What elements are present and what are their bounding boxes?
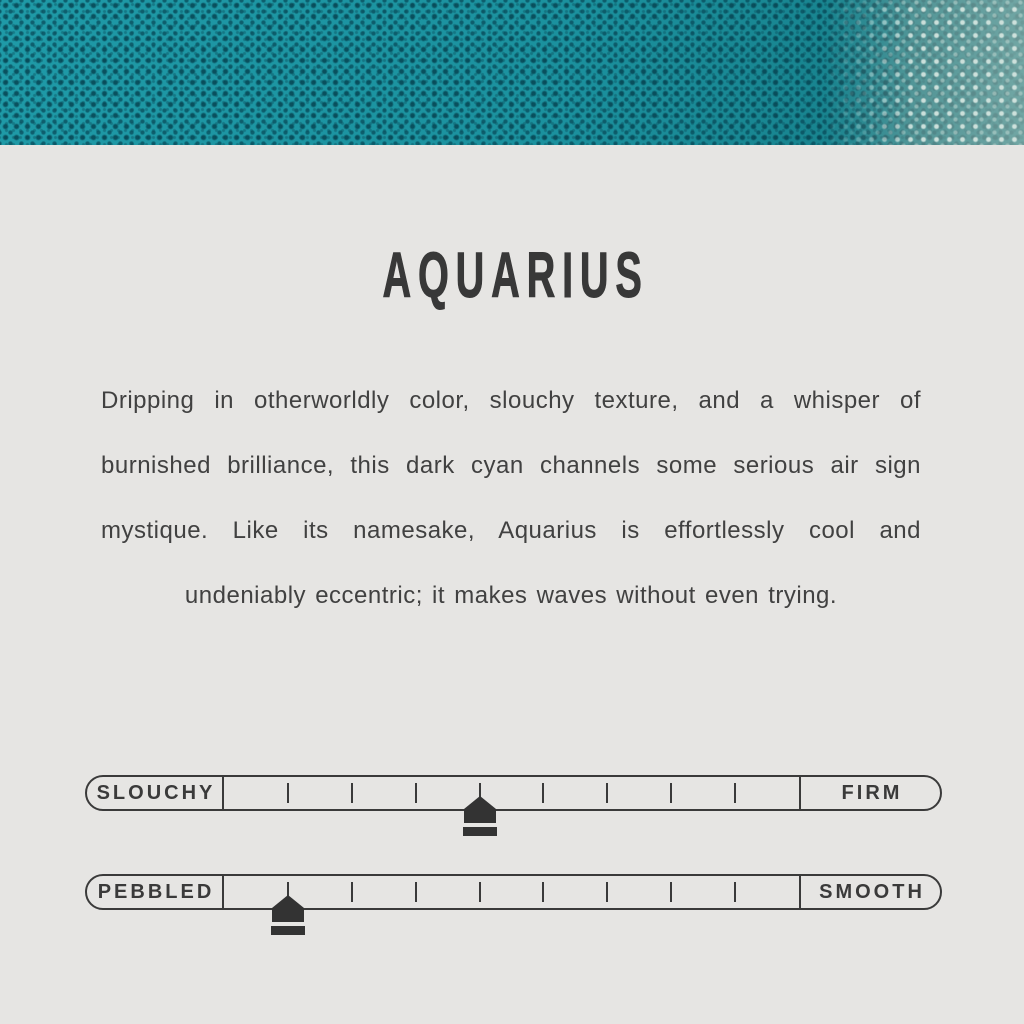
- scale-tick: [415, 882, 417, 902]
- leather-texture-image: [0, 0, 1024, 145]
- scale-tick: [287, 783, 289, 803]
- scale-tick: [670, 882, 672, 902]
- page-title: [0, 238, 1024, 312]
- pebbled-smooth-scale: [85, 874, 942, 910]
- scale-tick: [542, 882, 544, 902]
- slouchy-firm-scale: [85, 775, 942, 811]
- scale-tick: [351, 882, 353, 902]
- pen-nib-marker-icon: [271, 895, 305, 935]
- leather-highlight-patch: [824, 0, 1024, 145]
- scale-tick: [351, 783, 353, 803]
- color-description: [101, 368, 921, 628]
- scale-tick: [479, 882, 481, 902]
- scale-label-slouchy: SLOUCHY: [87, 777, 224, 809]
- description-line: Dripping in otherworldly color, slouchy texture, and a whisper of: [101, 387, 921, 414]
- scale-tick: [734, 783, 736, 803]
- scale-label-pebbled: PEBBLED: [87, 876, 224, 908]
- scale-tick: [542, 783, 544, 803]
- description-line: undeniably eccentric; it makes waves without even trying.: [184, 582, 838, 609]
- scale-tick: [606, 882, 608, 902]
- description-line: burnished brilliance, this dark cyan channels some serious air sign: [101, 452, 921, 479]
- scale-tick: [670, 783, 672, 803]
- scale-label-smooth: SMOOTH: [799, 876, 940, 908]
- scale-tick: [734, 882, 736, 902]
- pen-nib-marker-icon: [463, 796, 497, 836]
- description-line: mystique. Like its namesake, Aquarius is effortlessly cool and: [101, 517, 921, 544]
- scale-track: [224, 876, 799, 908]
- scale-label-firm: FIRM: [799, 777, 940, 809]
- scale-tick: [606, 783, 608, 803]
- color-name-heading: AQUARIUS: [382, 239, 649, 311]
- scale-tick: [415, 783, 417, 803]
- scale-track: [224, 777, 799, 809]
